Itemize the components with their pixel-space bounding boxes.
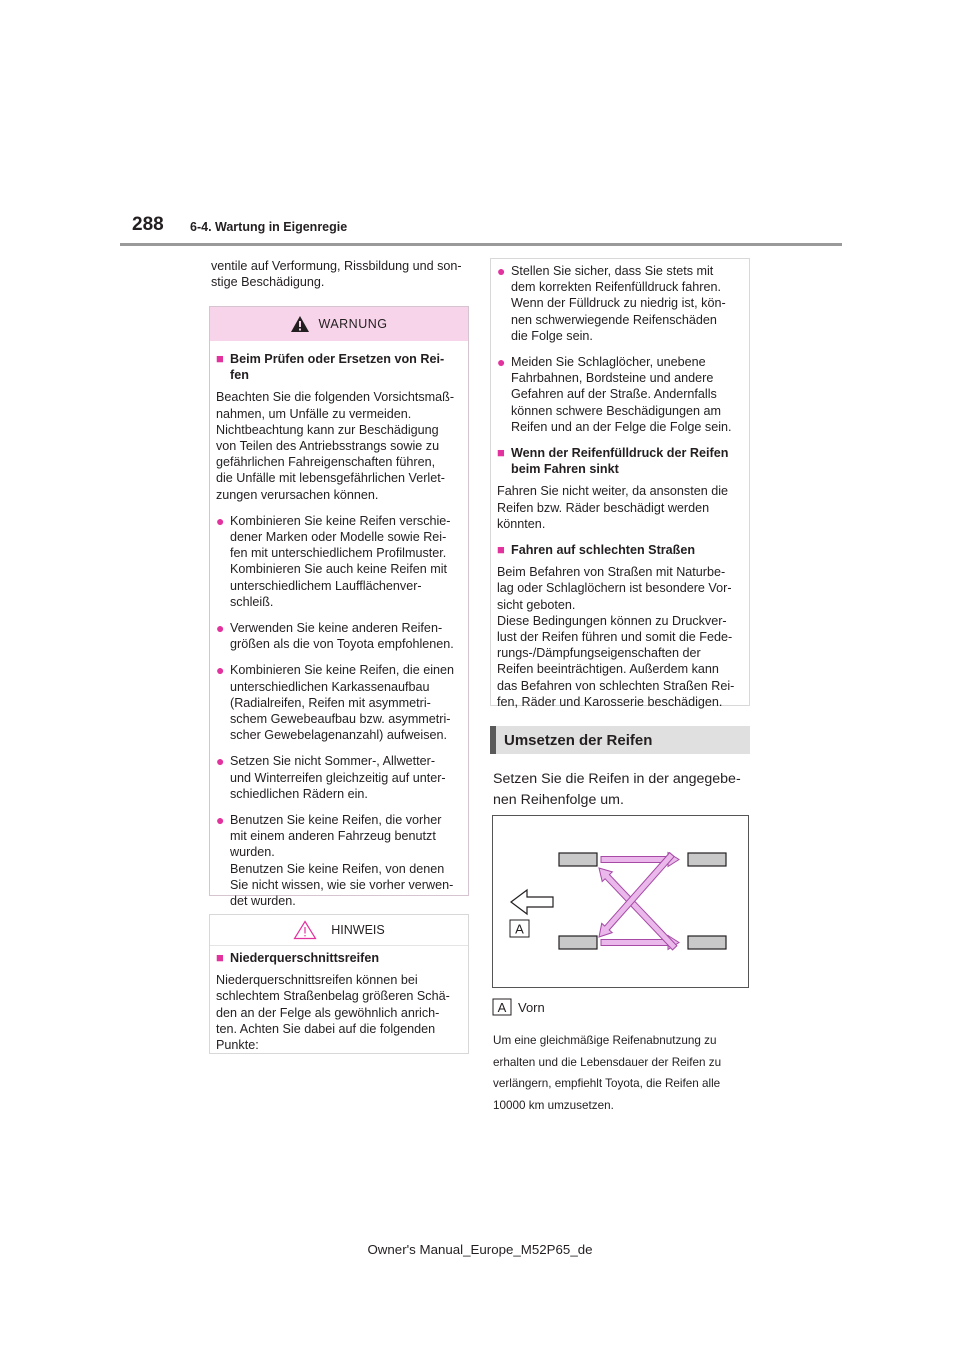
- list-item: ● Kombinieren Sie keine Reifen verschie- dener Marken oder Modelle sowie Rei- fen mit unterschiedlichem Profilmuster. Kombinieren Sie auch keine Reifen mit unterschiedlichem Laufflächenver- schleiß.: [216, 512, 451, 609]
- square-bullet-icon: ■: [216, 950, 224, 965]
- list-item: ● Meiden Sie Schlaglöcher, unebene Fahrbahnen, Bordsteine und andere Gefahren auf der Straße. Andernfalls können schwere Beschädigungen am Reifen und an der Felge die Folge sein.: [497, 354, 732, 434]
- list-item: ● Kombinieren Sie keine Reifen, die einen unterschiedlichen Karkassenaufbau (Radialreifen, Reifen mit asymmetri- schem Gewebeaufbau bzw. asymmetri- scher Gewebelagenanzahl) aufweisen.: [216, 662, 455, 743]
- diagonal-arrow-down: [594, 850, 677, 942]
- diagram-label-a: A: [515, 921, 524, 937]
- notice-box: [209, 914, 469, 1054]
- dot-bullet-icon: ●: [497, 263, 506, 279]
- notice-title: HINWEIS: [331, 923, 385, 937]
- notice-heading: ■ Niederquerschnittsreifen: [216, 950, 380, 965]
- notice-header: [210, 915, 468, 946]
- section-title: 6-4. Wartung in Eigenregie: [190, 220, 348, 234]
- list-item: ● Verwenden Sie keine anderen Reifen- größen als die von Toyota empfohlenen.: [216, 620, 454, 652]
- warning-heading: ■ Beim Prüfen oder Ersetzen von Rei- fen: [216, 351, 445, 383]
- tire-rotation-illustration: [493, 816, 748, 987]
- warning-triangle-icon: [290, 315, 310, 333]
- svg-text:A: A: [497, 1000, 507, 1015]
- tire-rotation-diagram: [492, 815, 749, 988]
- square-bullet-icon: ■: [216, 351, 224, 366]
- pressure-heading: ■ Wenn der Reifenfülldruck der Reifen beim Fahren sinkt: [497, 445, 729, 477]
- page-footer: Owner's Manual_Europe_M52P65_de: [367, 1242, 593, 1257]
- square-bullet-icon: ■: [497, 445, 505, 461]
- list-item: ● Benutzen Sie keine Reifen, die vorher mit einem anderen Fahrzeug benutzt wurden. Benutzen Sie keine Reifen, von denen Sie nicht wissen, wie sie vorher verwen- det wurden.: [216, 812, 454, 909]
- warning-title: WARNUNG: [318, 317, 388, 331]
- page-number: 288: [132, 214, 164, 235]
- list-item: ● Setzen Sie nicht Sommer-, Allwetter- und Winterreifen gleichzeitig auf unter- schiedlichen Rädern ein.: [216, 753, 446, 801]
- rotation-instruction: Setzen Sie die Reifen in der angegebe- nen Reihenfolge um.: [493, 771, 741, 808]
- dot-bullet-icon: ●: [216, 812, 225, 829]
- front-left-tire: [559, 853, 597, 866]
- dot-bullet-icon: ●: [216, 753, 225, 770]
- rear-right-tire: [688, 936, 726, 949]
- dot-bullet-icon: ●: [497, 354, 506, 371]
- notice-continuation-box: [490, 258, 750, 709]
- legend-label-a: [492, 998, 512, 1021]
- rotation-note: Um eine gleichmäßige Reifenabnutzung zu erhalten und die Lebensdauer der Reifen zu verlängern, empfiehlt Toyota, die Reifen alle 10000 km umzusetzen.: [493, 1034, 722, 1112]
- front-direction-arrow: [511, 890, 553, 914]
- list-item: ● Stellen Sie sicher, dass Sie stets mit dem korrekten Reifenfülldruck fahren. Wenn der Fülldruck zu niedrig ist, kön- nen schwerwiegende Reifenschäden die Folge sein.: [497, 263, 726, 343]
- bad-roads-heading: ■ Fahren auf schlechten Straßen: [497, 542, 696, 558]
- warning-paragraph: Beachten Sie die folgenden Vorsichtsmaß- nahmen, um Unfälle zu vermeiden. Nichtbeachtung kann zur Beschädigung von Teilen des Antriebsstrangs sowie zu gefährlichen Fahreigenschaften führen, die Unfälle mit lebensgefährlichen Verlet- zungen verursachen können.: [216, 390, 455, 502]
- notice-paragraph: Niederquerschnittsreifen können bei schlechtem Straßenbelag größeren Schä- den an der Felge als gewöhnlich anrich- ten. Achten Sie dabei auf die folgenden Punkte:: [216, 973, 450, 1053]
- bad-roads-paragraph: Beim Befahren von Straßen mit Naturbe- lag oder Schlaglöchern ist besondere Vor- sicht geboten. Diese Bedingungen können zu Druckver- lust der Reifen führen und somit die Fede- rungs-/Dämpfungseigenschaften der Reifen beeinträchtigen. Außerdem kann das Befahren von schlechten Straßen Rei- fen, Räder und Karosserie beschädigen.: [497, 565, 735, 709]
- rotation-heading: Umsetzen der Reifen: [490, 726, 750, 754]
- front-right-tire: [688, 853, 726, 866]
- square-bullet-icon: ■: [497, 542, 505, 558]
- warning-box: [209, 306, 469, 909]
- dot-bullet-icon: ●: [216, 662, 225, 679]
- caution-triangle-icon: [293, 920, 317, 940]
- rear-left-tire: [559, 936, 597, 949]
- legend-text-front: Vorn: [518, 1000, 545, 1015]
- dot-bullet-icon: ●: [216, 620, 225, 637]
- warning-header: [210, 307, 468, 341]
- pressure-paragraph: Fahren Sie nicht weiter, da ansonsten die Reifen bzw. Räder beschädigt werden könnten.: [497, 484, 729, 531]
- header-rule: [120, 243, 842, 246]
- dot-bullet-icon: ●: [216, 512, 225, 529]
- intro-text: ventile auf Verformung, Rissbildung und son- stige Beschädigung.: [211, 259, 462, 290]
